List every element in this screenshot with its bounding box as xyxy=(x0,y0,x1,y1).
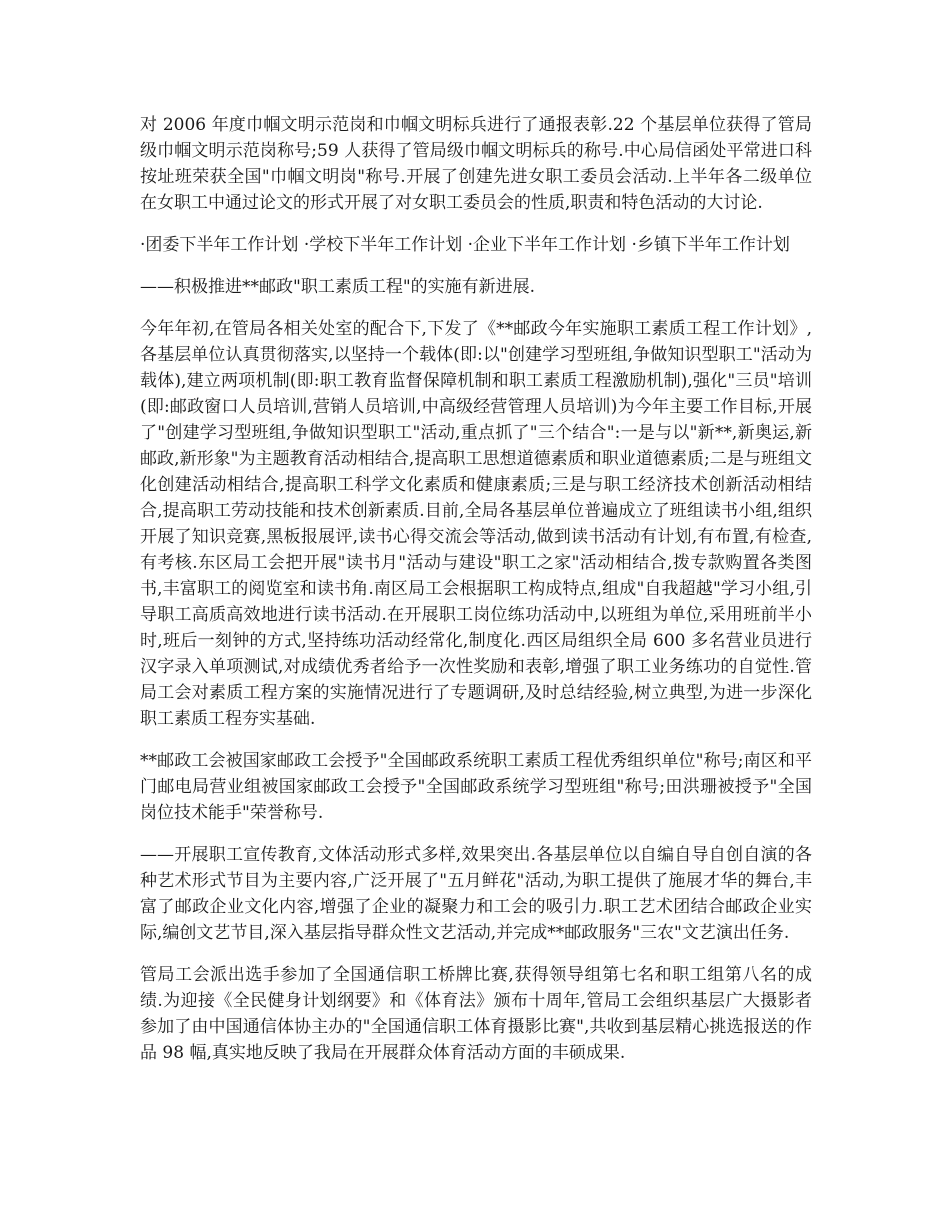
document-page xyxy=(140,112,812,1082)
paragraph-quality-project-details: 今年年初,在管局各相关处室的配合下,下发了《**邮政今年实施职工素质工程工作计划》,各基层单位认真贯彻落实,以坚持一个载体(即:以"创建学习型班组,争做知识型职工"活动为载体),建立两项机制(即:职工教育监督保障机制和职工素质工程激励机制),强化"三员"培训(即:邮政窗口人员培训,营销人员培训,中高级经营管理人员培训)为今年主要工作目标,开展了"创建学习型班组,争做知识型职工"活动,重点抓了"三个结合":一是与以"新**,新奥运,新邮政,新形象"为主题教育活动相结合,提高职工思想道德素质和职业道德素质;二是与班组文化创建活动相结合,提高职工科学文化素质和健康素质;三是与职工经济技术创新活动相结合,提高职工劳动技能和技术创新素质.目前,全局各基层单位普遍成立了班组读书小组,组织开展了知识竞赛,黑板报展评,读书心得交流会等活动,做到读书活动有计划,有布置,有检查,有考核.东区局工会把开展"读书月"活动与建设"职工之家"活动相结合,拨专款购置各类图书,丰富职工的阅览室和读书角.南区局工会根据职工构成特点,组成"自我超越"学习小组,引导职工高质高效地进行读书活动.在开展职工岗位练功活动中,以班组为单位,采用班前半小时,班后一刻钟的方式,坚持练功活动经常化,制度化.西区局组织全局 600 多名营业员进行汉字录入单项测试,对成绩优秀者给予一次性奖励和表彰,增强了职工业务练功的自觉性.管局工会对素质工程方案的实施情况进行了专题调研,及时总结经验,树立典型,为进一步深化职工素质工程夯实基础. xyxy=(140,319,812,729)
related-links xyxy=(140,232,812,258)
link-bullet: · xyxy=(303,235,310,255)
link-enterprise-plan[interactable]: 企业下半年工作计划 xyxy=(473,235,627,255)
link-bullet: · xyxy=(140,235,146,255)
paragraph-culture-activities: ——开展职工宣传教育,文体活动形式多样,效果突出.各基层单位以自编自导自创自演的各种艺术形式节目为主要内容,广泛开展了"五月鲜花"活动,为职工提供了施展才华的舞台,丰富了邮政企业文化内容,增强了企业的凝聚力和工会的吸引力.职工艺术团结合邮政企业实际,编创文艺节目,深入基层指导群众性文艺活动,并完成**邮政服务"三农"文艺演出任务. xyxy=(140,845,812,943)
paragraph-sports-activities: 管局工会派出选手参加了全国通信职工桥牌比赛,获得领导组第七名和职工组第八名的成绩.为迎接《全民健身计划纲要》和《体育法》颁布十周年,管局工会组织基层广大摄影者参加了由中国通信体协主办的"全国通信职工体育摄影比赛",共收到基层精心挑选报送的作品 98 幅,真实地反映了我局在开展群众体育活动方面的丰硕成果. xyxy=(140,965,812,1063)
link-bullet: · xyxy=(631,235,637,255)
paragraph-womens-work: 对 2006 年度巾帼文明示范岗和巾帼文明标兵进行了通报表彰.22 个基层单位获得了管局级巾帼文明示范岗称号;59 人获得了管局级巾帼文明标兵的称号.中心局信函处平常进口科按址班荣获全国"巾帼文明岗"称号.开展了创建先进女职工委员会活动.上半年各二级单位在女职工中通过论文的形式开展了对女职工委员会的性质,职责和特色活动的大讨论. xyxy=(140,115,812,213)
paragraph-heading-quality-project: ——积极推进**邮政"职工素质工程"的实施有新进展. xyxy=(140,277,536,297)
link-youth-league-plan[interactable]: 团委下半年工作计划 xyxy=(145,235,299,255)
link-township-plan[interactable]: 乡镇下半年工作计划 xyxy=(636,235,790,255)
link-school-plan[interactable]: 学校下半年工作计划 xyxy=(309,235,463,255)
paragraph-awards: **邮政工会被国家邮政工会授予"全国邮政系统职工素质工程优秀组织单位"称号;南区和平门邮电局营业组被国家邮政工会授予"全国邮政系统学习型班组"称号;田洪珊被授予"全国岗位技术能手"荣誉称号. xyxy=(140,751,812,823)
link-bullet: · xyxy=(467,235,474,255)
